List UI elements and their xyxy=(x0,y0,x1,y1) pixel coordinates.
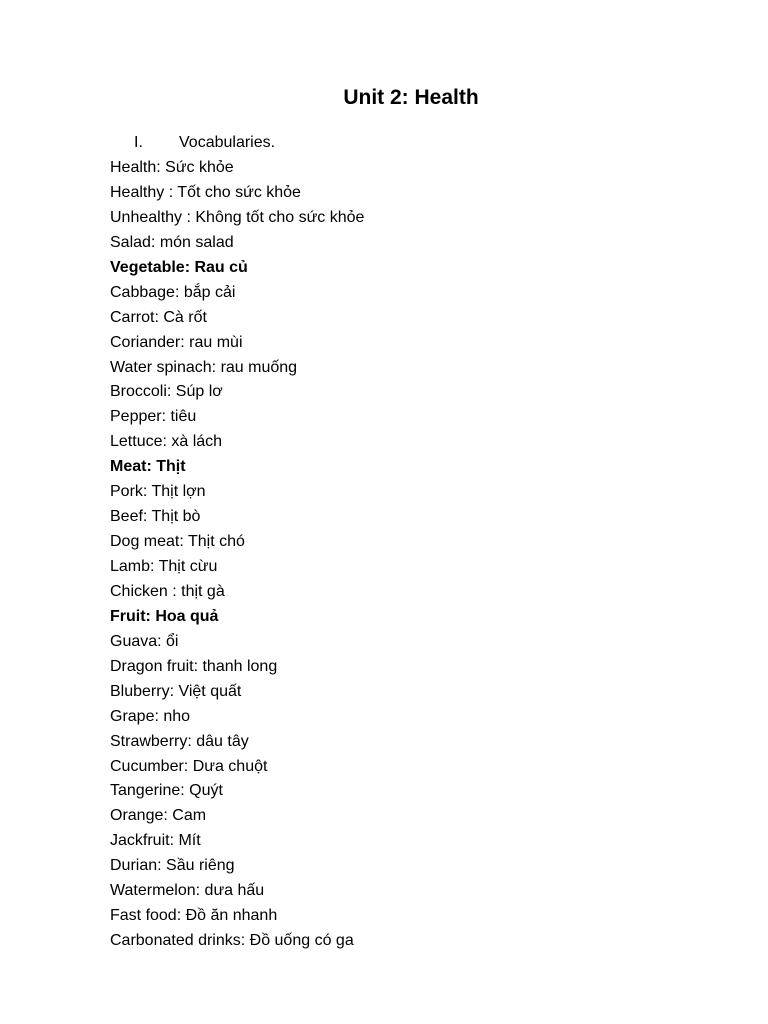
vocabulary-entry: Salad: món salad xyxy=(110,233,234,251)
vocabulary-category: Meat: Thịt xyxy=(110,458,186,476)
vocabulary-entry: Fast food: Đồ ăn nhanh xyxy=(110,907,278,925)
vocabulary-entry: Coriander: rau mùi xyxy=(110,333,243,351)
vocabulary-entry: Strawberry: dâu tây xyxy=(110,732,249,750)
vocabulary-entry: Cabbage: bắp cải xyxy=(110,283,236,301)
vocabulary-entry: Water spinach: rau muống xyxy=(110,358,298,376)
vocabulary-category: Vegetable: Rau củ xyxy=(110,258,248,276)
vocabulary-entry: Lettuce: xà lách xyxy=(110,433,223,451)
document-title: Unit 2: Health xyxy=(343,86,479,109)
vocabulary-entry: Tangerine: Quýt xyxy=(110,782,223,800)
section-numeral: I. xyxy=(134,134,143,151)
vocabulary-entry: Guava: ổi xyxy=(110,632,179,650)
vocabulary-entry: Pepper: tiêu xyxy=(110,408,197,426)
vocabulary-entry: Cucumber: Dưa chuột xyxy=(110,757,268,775)
vocabulary-entry: Jackfruit: Mít xyxy=(110,832,201,850)
vocabulary-entry: Health: Sức khỏe xyxy=(110,159,234,176)
vocabulary-entry: Orange: Cam xyxy=(110,807,207,825)
vocabulary-entry: Lamb: Thịt cừu xyxy=(110,558,218,575)
section-heading xyxy=(134,131,275,155)
vocabulary-entry: Unhealthy : Không tốt cho sức khỏe xyxy=(110,208,365,226)
vocabulary-entry: Chicken : thịt gà xyxy=(110,582,225,600)
vocabulary-entry: Pork: Thịt lợn xyxy=(110,483,206,501)
vocabulary-entry: Durian: Sầu riêng xyxy=(110,857,235,875)
vocabulary-entry: Broccoli: Súp lơ xyxy=(110,383,223,401)
vocabulary-entry: Beef: Thịt bò xyxy=(110,508,201,526)
vocabulary-entry: Bluberry: Việt quất xyxy=(110,682,242,700)
vocabulary-entry: Dragon fruit: thanh long xyxy=(110,657,278,675)
vocabulary-entry: Watermelon: dưa hấu xyxy=(110,882,265,900)
vocabulary-entry: Healthy : Tốt cho sức khỏe xyxy=(110,183,301,201)
vocabulary-list xyxy=(110,156,364,954)
vocabulary-category: Fruit: Hoa quả xyxy=(110,607,219,625)
vocabulary-entry: Carbonated drinks: Đồ uống có ga xyxy=(110,932,354,950)
vocabulary-entry: Carrot: Cà rốt xyxy=(110,308,207,326)
section-heading-text: Vocabularies. xyxy=(179,134,276,151)
vocabulary-entry: Dog meat: Thịt chó xyxy=(110,533,245,551)
vocabulary-entry: Grape: nho xyxy=(110,707,191,725)
